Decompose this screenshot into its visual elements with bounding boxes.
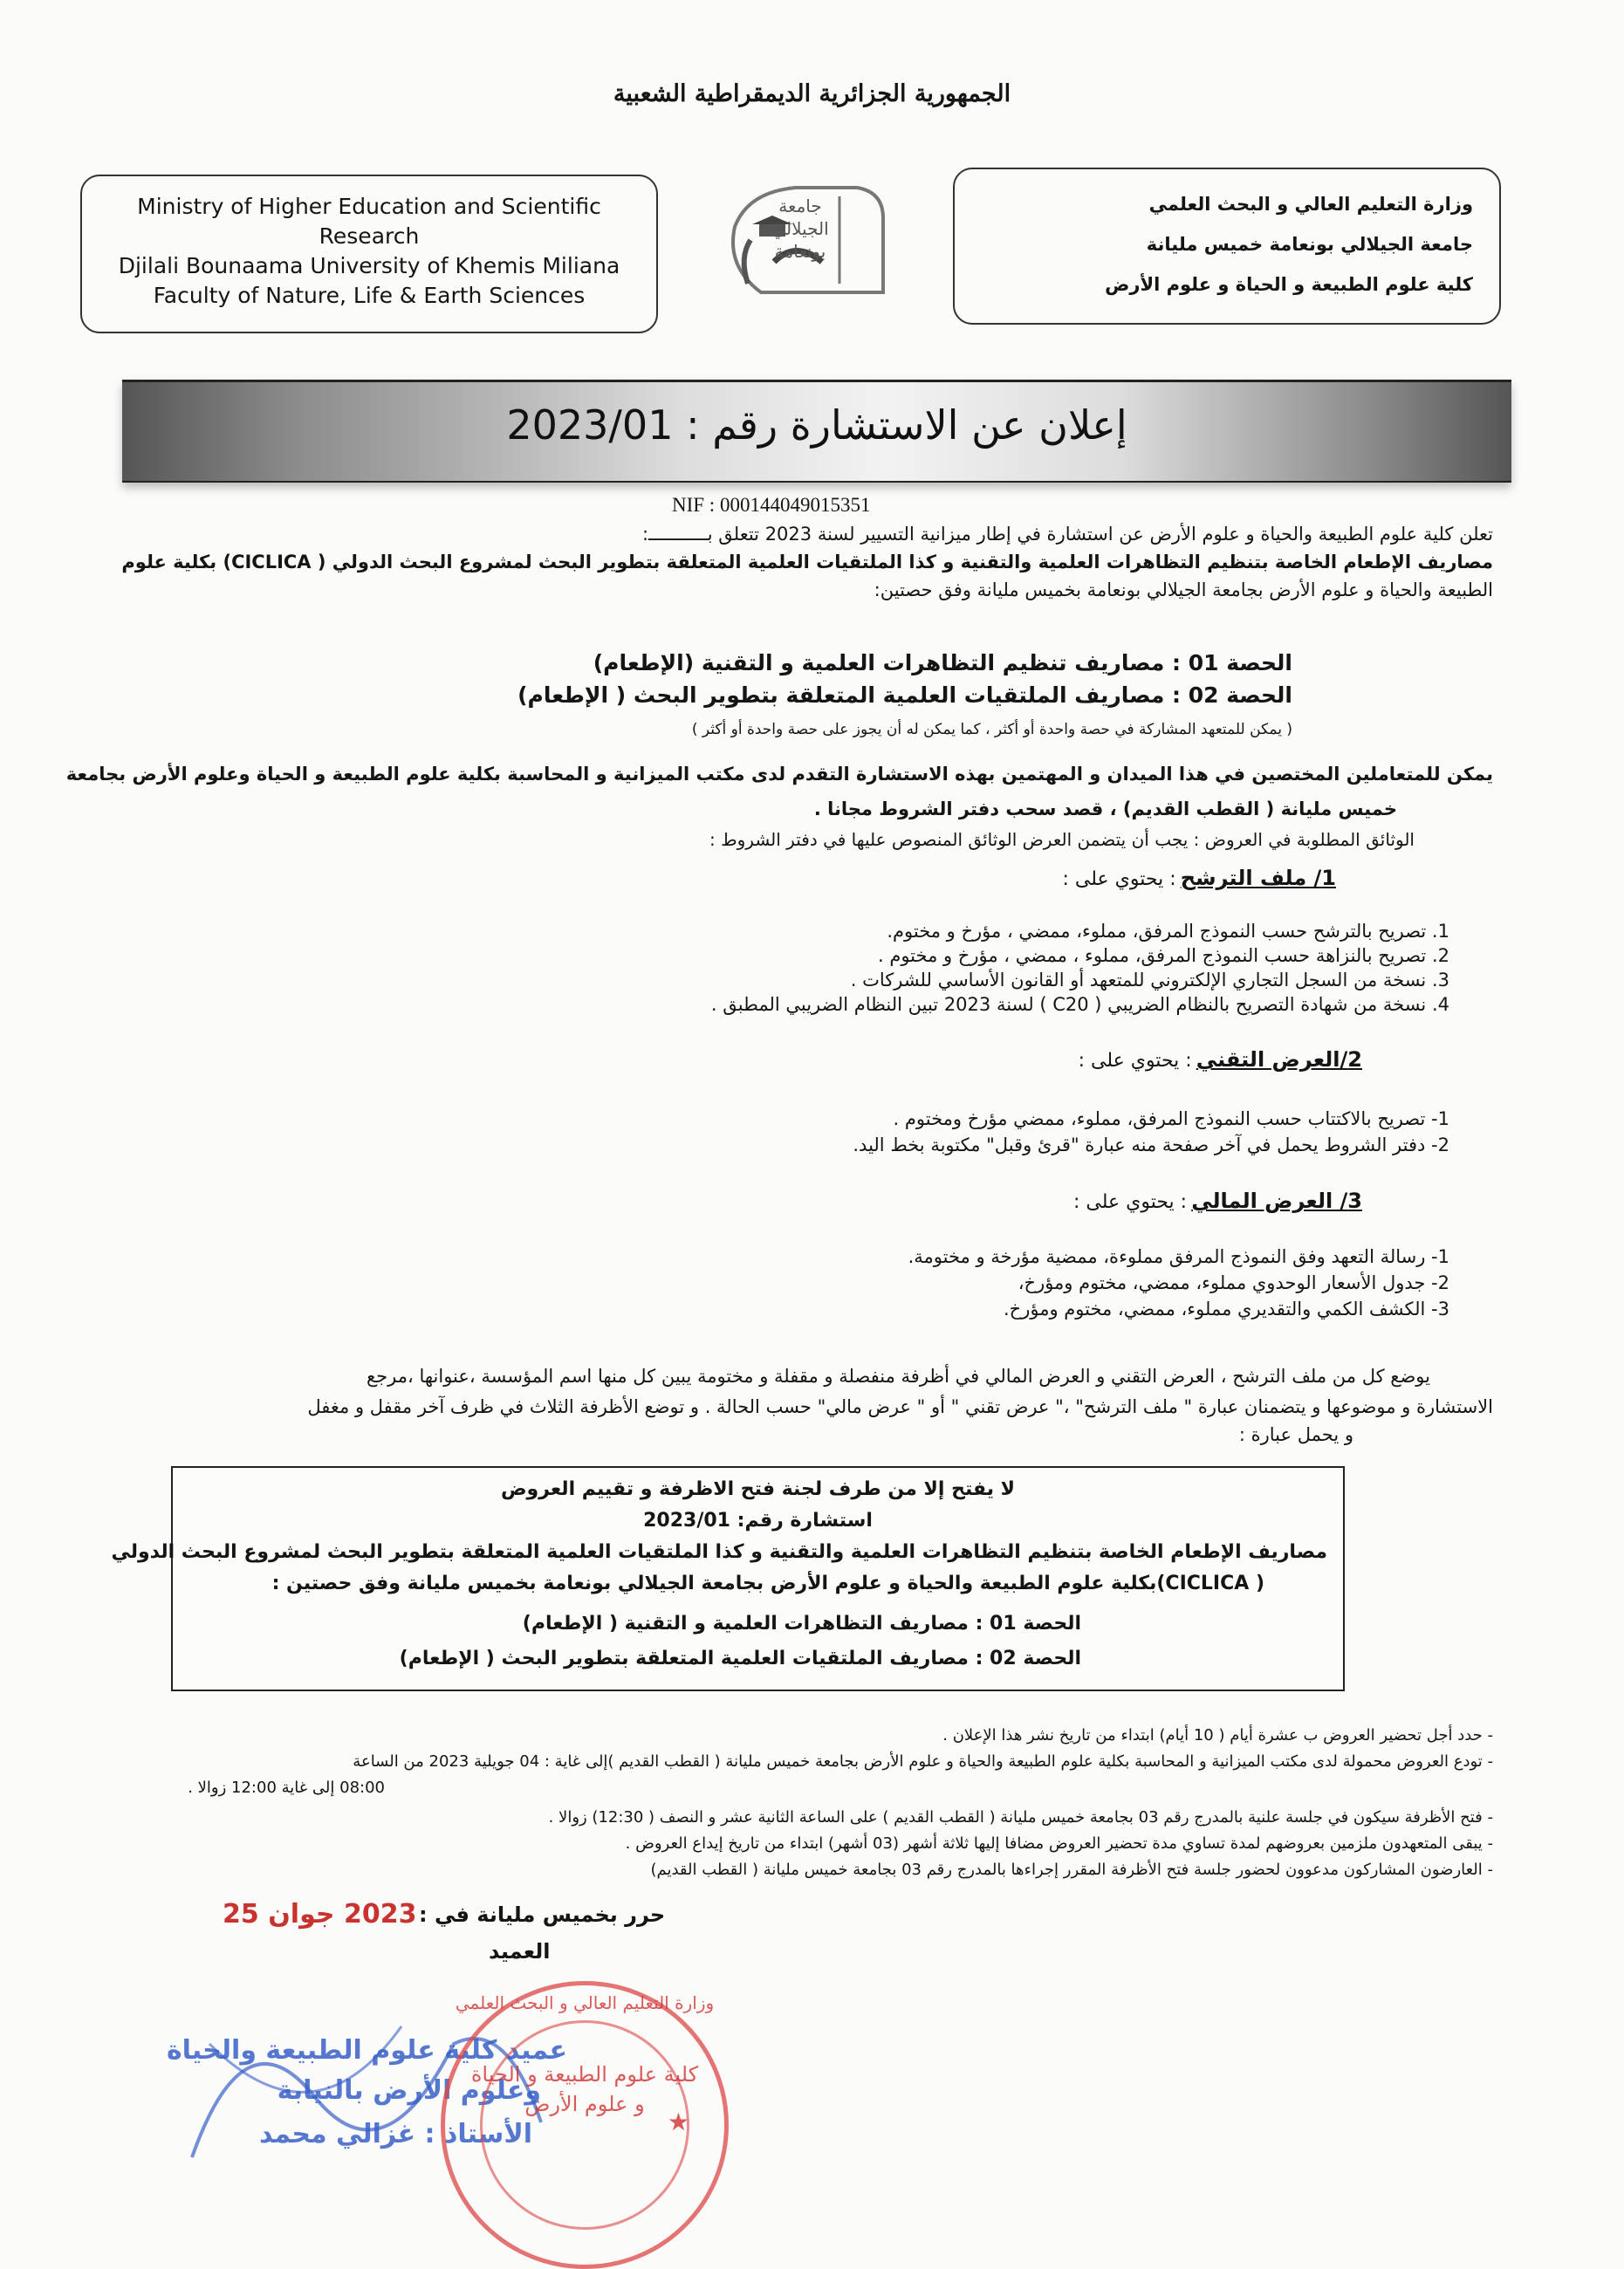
note-line: - العارضون المشاركون مدعوون لحضور جلسة فتح الأظرفة المقرر إجراءها بالمدرج رقم 03 بجامعة خميس مليانة ( القطب القديم) (650, 1861, 1493, 1879)
intro-line: الطبيعة والحياة و علوم الأرض بجامعة الجيلالي بونعامة بخميس مليانة وفق حصتين: (874, 579, 1493, 600)
section-3-item: 3- الكشف الكمي والتقديري مملوء، ممضي، مختوم ومؤرخ. (1003, 1299, 1449, 1320)
section-2-suffix: : يحتوي على : (1078, 1050, 1192, 1072)
envelope-label-line: لا يفتح إلا من طرف لجنة فتح الاظرفة و تقييم العروض (500, 1478, 1016, 1500)
announcement-title: إعلان عن الاستشارة رقم : 2023/01 (506, 401, 1127, 449)
section-1-item: 2. تصريح بالنزاهة حسب النموذج المرفق، مملوء ، ممضي ، مؤرخ و مختوم . (877, 945, 1449, 966)
intro-line: تعلن كلية علوم الطبيعة والحياة و علوم الأرض عن استشارة في إطار ميزانية التسيير لسنة 2023 تتعلق بـــــــــــ: (641, 524, 1493, 545)
university-line: Djilali Bounaama University of Khemis Miliana (118, 253, 620, 278)
stamp-ring-text: وزارة التعليم العالي و البحث العلمي (455, 1992, 715, 2013)
stamp-line: كلية علوم الطبيعة و الحياة (470, 2062, 699, 2087)
faculty-round-stamp (441, 1981, 729, 2269)
section-3-heading (1073, 1189, 1362, 1213)
section-1-heading (1063, 866, 1336, 890)
envelope-label-line: الحصة 01 : مصاريف التظاهرات العلمية و التقنية ( الإطعام) (522, 1613, 1081, 1635)
section-3-suffix: : يحتوي على : (1072, 1191, 1188, 1213)
faculty-arabic-line: كلية علوم الطبيعة و الحياة و علوم الأرض (1105, 274, 1473, 295)
section-3-item: 2- جدول الأسعار الوحدوي مملوء، ممضي، مختوم ومؤرخ، (1018, 1272, 1449, 1293)
envelope-label-line: استشارة رقم: 2023/01 (643, 1510, 873, 1532)
republic-header: الجمهورية الجزائرية الديمقراطية الشعبية (613, 80, 1011, 107)
note-line: - يبقى المتعهدون ملزمين بعروضهم لمدة تساوي مدة تحضير العروض مضافا إليها ثلاثة أشهر (03 أشهر) ابتداء من تاريخ إيداع العروض . (625, 1834, 1493, 1853)
date-stamp: 2023 جوان 25 (223, 1899, 417, 1930)
note-line: - حدد أجل تحضير العروض ب عشرة أيام ( 10 أيام) ابتداء من تاريخ نشر هذا الإعلان . (942, 1726, 1493, 1745)
note-line: - فتح الأظرفة سيكون في جلسة علنية بالمدرج رقم 03 بجامعة خميس مليانة ( القطب القديم ) على الساعة الثانية عشر و النصف ( 12:30) زوالا . (548, 1808, 1493, 1827)
blue-stamp-line: وعلوم الأرض بالنيابة (277, 2075, 541, 2106)
section-1-title: 1/ ملف الترشح (1180, 866, 1336, 890)
envelopes-line: و يحمل عبارة : (1238, 1424, 1353, 1445)
logo-text: جامعة الجيلالي بونعامة (771, 195, 829, 262)
stamp-inner-ring (480, 2020, 689, 2230)
envelopes-line: يوضع كل من ملف الترشح ، العرض التقني و العرض المالي في أظرفة منفصلة و مقفلة و مختومة يبين كل منها اسم المؤسسة ،عنوانها ،مرجع (367, 1366, 1430, 1387)
lot-2: الحصة 02 : مصاريف الملتقيات العلمية المتعلقة بتطوير البحث ( الإطعام) (517, 682, 1292, 708)
envelopes-line: الاستشارة و موضوعها و يتضمنان عبارة " ملف الترشح" ،" عرض تقني " أو " عرض مالي" حسب الحالة . و توضع الأظرفة الثلاث في ظرف آخر مقفل و مغفل (307, 1396, 1493, 1417)
note-line: - تودع العروض محمولة لدى مكتب الميزانية و المحاسبة بكلية علوم الطبيعة والحياة و علوم الأرض بجامعة خميس مليانة ( القطب القديم )إلى غاية : 04 جويلية 2023 من الساعة (353, 1752, 1493, 1771)
nif-number: NIF : 000144049015351 (672, 494, 871, 516)
invitation-line: خميس مليانة ( القطب القديم) ، قصد سحب دفتر الشروط مجانا . (813, 799, 1397, 819)
university-logo (709, 179, 896, 301)
section-1-item: 1. تصريح بالترشح حسب النموذج المرفق، مملوء، ممضي ، مؤرخ و مختوم. (887, 921, 1449, 942)
section-2-heading (1079, 1047, 1362, 1072)
section-1-suffix: : يحتوي على : (1062, 868, 1176, 890)
ministry-arabic-box (953, 168, 1501, 325)
ministry-line: Research (319, 223, 420, 249)
invitation-line: يمكن للمتعاملين المختصين في هذا الميدان و المهتمين بهذه الاستشارة التقدم لدى مكتب الميزانية و المحاسبة بكلية علوم الطبيعة و الحياة وعلوم الأرض بجامعة (65, 764, 1493, 785)
section-1-item: 3. نسخة من السجل التجاري الإلكتروني للمتعهد أو القانون الأساسي للشركات . (850, 970, 1449, 991)
lots-note: ( يمكن للمتعهد المشاركة في حصة واحدة أو أكثر ، كما يمكن له أن يجوز على حصة واحدة أو أكثر ) (691, 721, 1292, 738)
section-3-item: 1- رسالة التعهد وفق النموذج المرفق مملوءة، ممضية مؤرخة و مختومة. (908, 1246, 1449, 1267)
ministry-arabic-line: وزارة التعليم العالي و البحث العلمي (1148, 194, 1473, 215)
section-3-title: 3/ العرض المالي (1191, 1189, 1362, 1213)
university-arabic-line: جامعة الجيلالي بونعامة خميس مليانة (1146, 234, 1473, 255)
stamp-line: و علوم الأرض (524, 2092, 645, 2116)
ministry-line: Ministry of Higher Education and Scientific (137, 194, 601, 219)
section-2-item: 1- تصريح بالاكتتاب حسب النموذج المرفق، مملوء، ممضي مؤرخ ومختوم . (893, 1108, 1449, 1129)
blue-stamp-line: عميد كلية علوم الطبيعة والحياة (166, 2035, 567, 2066)
dean-title: العميد (489, 1939, 551, 1964)
envelope-label-box (111, 1466, 1345, 1691)
envelope-label-line: ( CICLICA)بكلية علوم الطبيعة والحياة و علوم الأرض بجامعة الجيلالي بونعامة بخميس مليانة وفق حصتين : (271, 1573, 1264, 1594)
blue-stamp-line: الأستاذ : غزالي محمد (258, 2119, 532, 2149)
section-1-item: 4. نسخة من شهادة التصريح بالنظام الضريبي ( C20 ) لسنة 2023 تبين النظام الضريبي المطبق . (710, 994, 1449, 1015)
envelope-label-line: الحصة 02 : مصاريف الملتقيات العلمية المتعلقة بتطوير البحث ( الإطعام) (399, 1648, 1081, 1669)
intro-line: مصاريف الإطعام الخاصة بتنظيم التظاهرات العلمية والتقنية و كذا الملتقيات العلمية المتعلقة بتطوير البحث لمشروع البحث الدولي ( CICLICA) بكلية علوم (121, 552, 1493, 572)
ministry-english-box (80, 175, 658, 333)
note-line: 08:00 إلى غاية 12:00 زوالا . (188, 1779, 385, 1797)
lot-1: الحصة 01 : مصاريف تنظيم التظاهرات العلمية و التقنية (الإطعام) (593, 650, 1292, 675)
announcement-banner (122, 380, 1511, 483)
docs-intro: الوثائق المطلوبة في العروض : يجب أن يتضمن العرض الوثائق المنصوص عليها في دفتر الشروط : (709, 829, 1415, 850)
faculty-line: Faculty of Nature, Life & Earth Sciences (153, 283, 586, 308)
envelope-label-line: مصاريف الإطعام الخاصة بتنظيم التظاهرات العلمية والتقنية و كذا الملتقيات العلمية المتعلقة بتطوير البحث لمشروع البحث الدولي (111, 1541, 1327, 1563)
section-2-item: 2- دفتر الشروط يحمل في آخر صفحة منه عبارة "قرئ وقبل" مكتوبة بخط اليد. (853, 1134, 1449, 1155)
signature-place: حرر بخميس مليانة في : (419, 1902, 666, 1927)
stamp-star-icon: ★ (667, 2108, 689, 2136)
section-2-title: 2/العرض التقني (1196, 1047, 1362, 1072)
